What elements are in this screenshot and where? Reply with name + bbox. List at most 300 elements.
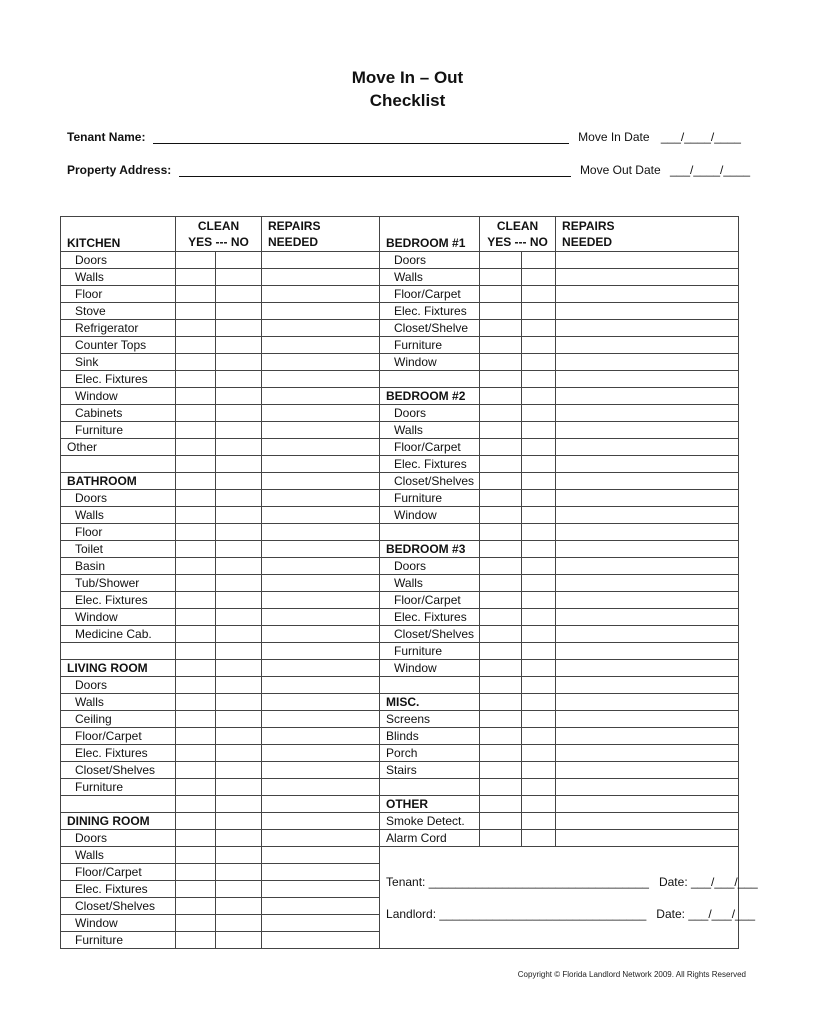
repairs-cell[interactable] — [262, 779, 380, 796]
table-row — [61, 592, 739, 609]
clean-no-cell[interactable] — [216, 592, 262, 609]
clean-yes-cell[interactable] — [480, 575, 522, 592]
move-in-label: Move In Date — [578, 130, 650, 144]
item-label: Smoke Detect. — [380, 813, 480, 830]
clean-no-cell[interactable] — [522, 320, 556, 337]
item-label: Furniture — [380, 337, 480, 354]
clean-yes-cell[interactable] — [176, 779, 216, 796]
clean-yes-cell[interactable] — [176, 762, 216, 779]
clean-no-cell[interactable] — [522, 388, 556, 405]
clean-no-cell[interactable] — [522, 796, 556, 813]
item-label: Stove — [61, 303, 176, 320]
repairs-header-right — [556, 217, 739, 252]
repairs-cell[interactable] — [556, 456, 739, 473]
repairs-cell[interactable] — [262, 728, 380, 745]
repairs-cell[interactable] — [556, 473, 739, 490]
repairs-cell[interactable] — [262, 830, 380, 847]
table-row — [61, 626, 739, 643]
clean-no-cell[interactable] — [522, 575, 556, 592]
clean-no-cell[interactable] — [522, 677, 556, 694]
item-label: Floor/Carpet — [61, 864, 176, 881]
clean-no-cell[interactable] — [216, 456, 262, 473]
clean-no-cell[interactable] — [216, 490, 262, 507]
clean-yes-cell[interactable] — [176, 252, 216, 269]
clean-no-cell[interactable] — [216, 694, 262, 711]
clean-no-cell[interactable] — [216, 762, 262, 779]
repairs-cell[interactable] — [556, 252, 739, 269]
table-row — [61, 337, 739, 354]
clean-yes-cell[interactable] — [480, 439, 522, 456]
clean-yes-cell[interactable] — [480, 507, 522, 524]
item-label: Closet/Shelves — [380, 473, 480, 490]
clean-no-cell[interactable] — [522, 439, 556, 456]
title-line-2: Checklist — [369, 91, 446, 110]
clean-yes-cell[interactable] — [176, 405, 216, 422]
clean-yes-cell[interactable] — [176, 439, 216, 456]
clean-yes-cell[interactable] — [480, 303, 522, 320]
table-row — [61, 830, 739, 847]
clean-yes-cell[interactable] — [176, 354, 216, 371]
table-row — [61, 286, 739, 303]
repairs-cell[interactable] — [556, 762, 739, 779]
clean-no-cell[interactable] — [522, 762, 556, 779]
repairs-cell[interactable] — [556, 524, 739, 541]
clean-no-cell[interactable] — [216, 575, 262, 592]
item-label: Ceiling — [61, 711, 176, 728]
repairs-cell[interactable] — [556, 541, 739, 558]
repairs-cell[interactable] — [556, 354, 739, 371]
repairs-cell[interactable] — [556, 660, 739, 677]
repairs-cell[interactable] — [556, 796, 739, 813]
item-label: Blinds — [380, 728, 480, 745]
clean-no-cell[interactable] — [216, 881, 262, 898]
clean-yes-cell[interactable] — [480, 422, 522, 439]
clean-yes-cell[interactable] — [176, 881, 216, 898]
clean-no-cell[interactable] — [522, 643, 556, 660]
clean-no-cell[interactable] — [216, 626, 262, 643]
clean-no-cell[interactable] — [522, 711, 556, 728]
clean-no-cell[interactable] — [216, 796, 262, 813]
tenant-signature-line[interactable] — [386, 866, 758, 898]
repairs-cell[interactable] — [556, 388, 739, 405]
item-label: Furniture — [61, 422, 176, 439]
repairs-cell[interactable] — [262, 932, 380, 949]
item-label: Doors — [61, 252, 176, 269]
clean-yes-cell[interactable] — [176, 728, 216, 745]
clean-yes-cell[interactable] — [176, 558, 216, 575]
repairs-cell[interactable] — [262, 320, 380, 337]
clean-yes-cell[interactable] — [176, 337, 216, 354]
clean-yes-cell[interactable] — [480, 796, 522, 813]
item-label: Closet/Shelves — [61, 898, 176, 915]
clean-no-cell[interactable] — [216, 660, 262, 677]
clean-yes-cell[interactable] — [480, 320, 522, 337]
item-label — [61, 456, 176, 473]
move-out-date-field[interactable]: ___/____/____ — [669, 163, 751, 177]
table-row — [61, 269, 739, 286]
clean-yes-cell[interactable] — [176, 711, 216, 728]
item-label — [380, 779, 480, 796]
clean-no-cell[interactable] — [522, 694, 556, 711]
clean-yes-cell[interactable] — [176, 473, 216, 490]
clean-label: CLEAN — [197, 219, 240, 233]
item-label: Doors — [380, 405, 480, 422]
clean-no-cell[interactable] — [522, 269, 556, 286]
clean-no-cell[interactable] — [216, 915, 262, 932]
clean-yes-cell[interactable] — [480, 456, 522, 473]
clean-yes-cell[interactable] — [176, 898, 216, 915]
repairs-cell[interactable] — [556, 269, 739, 286]
clean-yes-cell[interactable] — [480, 473, 522, 490]
clean-no-cell[interactable] — [522, 813, 556, 830]
repairs-cell[interactable] — [262, 388, 380, 405]
clean-header-left — [176, 217, 262, 252]
table-row — [61, 388, 739, 405]
item-label: Medicine Cab. — [61, 626, 176, 643]
clean-no-cell[interactable] — [522, 354, 556, 371]
clean-yes-cell[interactable] — [176, 745, 216, 762]
section-heading: LIVING ROOM — [61, 660, 176, 677]
repairs-cell[interactable] — [262, 439, 380, 456]
clean-yes-cell[interactable] — [176, 847, 216, 864]
clean-no-cell[interactable] — [522, 830, 556, 847]
clean-yes-cell[interactable] — [480, 745, 522, 762]
property-address-row — [67, 163, 750, 177]
repairs-cell[interactable] — [556, 643, 739, 660]
repairs-cell[interactable] — [262, 371, 380, 388]
clean-no-cell[interactable] — [522, 303, 556, 320]
clean-no-cell[interactable] — [522, 337, 556, 354]
kitchen-heading: KITCHEN — [61, 217, 176, 252]
clean-yes-cell[interactable] — [480, 609, 522, 626]
repairs-cell[interactable] — [556, 728, 739, 745]
repairs-cell[interactable] — [556, 507, 739, 524]
repairs-cell[interactable] — [262, 524, 380, 541]
repairs-cell[interactable] — [262, 422, 380, 439]
clean-no-cell[interactable] — [216, 286, 262, 303]
repairs-cell[interactable] — [556, 337, 739, 354]
item-label: Window — [61, 609, 176, 626]
repairs-cell[interactable] — [262, 898, 380, 915]
clean-no-cell[interactable] — [216, 677, 262, 694]
clean-no-cell[interactable] — [216, 269, 262, 286]
tenant-name-field[interactable] — [153, 132, 569, 144]
clean-yes-cell[interactable] — [480, 388, 522, 405]
clean-yes-cell[interactable] — [176, 643, 216, 660]
clean-yes-cell[interactable] — [480, 626, 522, 643]
clean-no-cell[interactable] — [216, 813, 262, 830]
clean-no-cell[interactable] — [216, 337, 262, 354]
repairs-cell[interactable] — [556, 626, 739, 643]
clean-yes-cell[interactable] — [480, 354, 522, 371]
clean-yes-cell[interactable] — [176, 813, 216, 830]
clean-yes-cell[interactable] — [480, 541, 522, 558]
clean-yes-cell[interactable] — [176, 609, 216, 626]
table-row — [61, 320, 739, 337]
table-row — [61, 796, 739, 813]
clean-no-cell[interactable] — [522, 524, 556, 541]
repairs-cell[interactable] — [262, 286, 380, 303]
clean-no-cell[interactable] — [216, 422, 262, 439]
repairs-cell[interactable] — [262, 643, 380, 660]
clean-no-cell[interactable] — [522, 473, 556, 490]
clean-yes-cell[interactable] — [480, 643, 522, 660]
item-label: Floor/Carpet — [380, 439, 480, 456]
item-label: Tub/Shower — [61, 575, 176, 592]
item-label: Toilet — [61, 541, 176, 558]
repairs-cell[interactable] — [556, 609, 739, 626]
repairs-cell[interactable] — [556, 711, 739, 728]
repairs-cell[interactable] — [556, 813, 739, 830]
clean-yes-cell[interactable] — [176, 371, 216, 388]
yes-no-label: YES --- NO — [487, 235, 548, 249]
clean-yes-cell[interactable] — [176, 864, 216, 881]
repairs-cell[interactable] — [262, 711, 380, 728]
clean-yes-cell[interactable] — [176, 507, 216, 524]
clean-no-cell[interactable] — [522, 779, 556, 796]
clean-yes-cell[interactable] — [176, 456, 216, 473]
repairs-cell[interactable] — [556, 830, 739, 847]
repairs-cell[interactable] — [556, 558, 739, 575]
clean-yes-cell[interactable] — [176, 320, 216, 337]
clean-no-cell[interactable] — [216, 252, 262, 269]
repairs-cell[interactable] — [556, 779, 739, 796]
clean-yes-cell[interactable] — [176, 303, 216, 320]
clean-yes-cell[interactable] — [176, 626, 216, 643]
repairs-cell[interactable] — [556, 677, 739, 694]
item-label: Closet/Shelve — [380, 320, 480, 337]
clean-no-cell[interactable] — [216, 728, 262, 745]
move-in-date-field[interactable]: ___/____/____ — [660, 130, 741, 144]
item-label — [380, 524, 480, 541]
clean-no-cell[interactable] — [216, 303, 262, 320]
repairs-cell[interactable] — [556, 320, 739, 337]
section-heading: DINING ROOM — [61, 813, 176, 830]
repairs-cell[interactable] — [556, 490, 739, 507]
clean-yes-cell[interactable] — [480, 490, 522, 507]
clean-yes-cell[interactable] — [480, 252, 522, 269]
repairs-cell[interactable] — [262, 609, 380, 626]
landlord-signature-line[interactable] — [386, 898, 756, 930]
repairs-cell[interactable] — [262, 252, 380, 269]
repairs-cell[interactable] — [262, 592, 380, 609]
section-heading: OTHER — [380, 796, 480, 813]
clean-yes-cell[interactable] — [480, 677, 522, 694]
clean-no-cell[interactable] — [216, 643, 262, 660]
clean-no-cell[interactable] — [216, 864, 262, 881]
clean-yes-cell[interactable] — [480, 371, 522, 388]
repairs-cell[interactable] — [262, 626, 380, 643]
repairs-cell[interactable] — [556, 286, 739, 303]
item-label: Doors — [380, 252, 480, 269]
clean-no-cell[interactable] — [216, 745, 262, 762]
repairs-cell[interactable] — [262, 762, 380, 779]
repairs-cell[interactable] — [262, 473, 380, 490]
clean-no-cell[interactable] — [216, 354, 262, 371]
repairs-cell[interactable] — [262, 677, 380, 694]
repairs-cell[interactable] — [262, 694, 380, 711]
repairs-cell[interactable] — [262, 864, 380, 881]
clean-yes-cell[interactable] — [176, 932, 216, 949]
repairs-cell[interactable] — [556, 422, 739, 439]
table-row — [61, 779, 739, 796]
clean-yes-cell[interactable] — [176, 269, 216, 286]
clean-no-cell[interactable] — [522, 490, 556, 507]
clean-no-cell[interactable] — [216, 779, 262, 796]
repairs-cell[interactable] — [262, 745, 380, 762]
repairs-cell[interactable] — [262, 354, 380, 371]
clean-yes-cell[interactable] — [176, 541, 216, 558]
table-row — [61, 405, 739, 422]
item-label: Elec. Fixtures — [61, 371, 176, 388]
clean-yes-cell[interactable] — [176, 388, 216, 405]
table-header-row — [61, 217, 739, 252]
repairs-cell[interactable] — [556, 592, 739, 609]
repairs-cell[interactable] — [262, 796, 380, 813]
repairs-cell[interactable] — [556, 303, 739, 320]
section-heading: BEDROOM #3 — [380, 541, 480, 558]
clean-no-cell[interactable] — [522, 252, 556, 269]
clean-no-cell[interactable] — [216, 388, 262, 405]
repairs-cell[interactable] — [262, 337, 380, 354]
item-label: Elec. Fixtures — [61, 881, 176, 898]
clean-no-cell[interactable] — [522, 422, 556, 439]
clean-no-cell[interactable] — [216, 473, 262, 490]
table-row — [61, 473, 739, 490]
tenant-name-row — [67, 130, 741, 144]
clean-no-cell[interactable] — [216, 558, 262, 575]
repairs-cell[interactable] — [262, 660, 380, 677]
repairs-cell[interactable] — [556, 575, 739, 592]
clean-yes-cell[interactable] — [480, 337, 522, 354]
clean-no-cell[interactable] — [216, 405, 262, 422]
clean-yes-cell[interactable] — [176, 490, 216, 507]
clean-yes-cell[interactable] — [176, 660, 216, 677]
item-label: Closet/Shelves — [61, 762, 176, 779]
repairs-cell[interactable] — [262, 303, 380, 320]
item-label — [380, 371, 480, 388]
clean-no-cell[interactable] — [522, 541, 556, 558]
clean-yes-cell[interactable] — [480, 558, 522, 575]
clean-yes-cell[interactable] — [176, 677, 216, 694]
clean-yes-cell[interactable] — [480, 762, 522, 779]
clean-yes-cell[interactable] — [480, 592, 522, 609]
clean-no-cell[interactable] — [216, 711, 262, 728]
clean-no-cell[interactable] — [522, 371, 556, 388]
clean-no-cell[interactable] — [216, 541, 262, 558]
tenant-name-label: Tenant Name: — [67, 130, 146, 144]
clean-yes-cell[interactable] — [480, 286, 522, 303]
clean-no-cell[interactable] — [522, 660, 556, 677]
item-label: Cabinets — [61, 405, 176, 422]
clean-yes-cell[interactable] — [176, 915, 216, 932]
title-line-1: Move In – Out — [351, 68, 464, 87]
clean-yes-cell[interactable] — [480, 405, 522, 422]
item-label: Basin — [61, 558, 176, 575]
repairs-cell[interactable] — [556, 694, 739, 711]
bedroom-1-heading: BEDROOM #1 — [380, 217, 480, 252]
clean-yes-cell[interactable] — [176, 422, 216, 439]
clean-yes-cell[interactable] — [176, 592, 216, 609]
repairs-cell[interactable] — [262, 881, 380, 898]
repairs-cell[interactable] — [262, 915, 380, 932]
clean-yes-cell[interactable] — [480, 524, 522, 541]
clean-no-cell[interactable] — [522, 405, 556, 422]
item-label: Sink — [61, 354, 176, 371]
repairs-cell[interactable] — [262, 507, 380, 524]
clean-yes-cell[interactable] — [480, 694, 522, 711]
clean-no-cell[interactable] — [522, 558, 556, 575]
clean-no-cell[interactable] — [522, 609, 556, 626]
repairs-cell[interactable] — [262, 847, 380, 864]
clean-yes-cell[interactable] — [480, 779, 522, 796]
clean-yes-cell[interactable] — [480, 269, 522, 286]
clean-yes-cell[interactable] — [176, 694, 216, 711]
repairs-cell[interactable] — [262, 558, 380, 575]
repairs-cell[interactable] — [262, 456, 380, 473]
section-heading: BEDROOM #2 — [380, 388, 480, 405]
clean-no-cell[interactable] — [522, 286, 556, 303]
clean-no-cell[interactable] — [216, 932, 262, 949]
repairs-cell[interactable] — [262, 405, 380, 422]
clean-no-cell[interactable] — [522, 626, 556, 643]
table-row — [61, 813, 739, 830]
clean-yes-cell[interactable] — [480, 660, 522, 677]
clean-yes-cell[interactable] — [176, 575, 216, 592]
clean-no-cell[interactable] — [522, 507, 556, 524]
property-address-field[interactable] — [179, 165, 571, 177]
repairs-cell[interactable] — [262, 575, 380, 592]
clean-no-cell[interactable] — [216, 830, 262, 847]
tenant-signature-label: Tenant: _________________________________ — [386, 874, 649, 889]
clean-no-cell[interactable] — [216, 898, 262, 915]
clean-no-cell[interactable] — [216, 439, 262, 456]
repairs-cell[interactable] — [556, 405, 739, 422]
repairs-cell[interactable] — [262, 541, 380, 558]
clean-yes-cell[interactable] — [176, 796, 216, 813]
clean-yes-cell[interactable] — [176, 524, 216, 541]
clean-no-cell[interactable] — [216, 847, 262, 864]
clean-no-cell[interactable] — [522, 592, 556, 609]
clean-yes-cell[interactable] — [176, 830, 216, 847]
clean-no-cell[interactable] — [216, 371, 262, 388]
clean-yes-cell[interactable] — [480, 813, 522, 830]
clean-yes-cell[interactable] — [176, 286, 216, 303]
clean-no-cell[interactable] — [522, 745, 556, 762]
repairs-cell[interactable] — [262, 490, 380, 507]
repairs-cell[interactable] — [262, 813, 380, 830]
clean-no-cell[interactable] — [216, 320, 262, 337]
clean-yes-cell[interactable] — [480, 830, 522, 847]
clean-no-cell[interactable] — [522, 728, 556, 745]
clean-no-cell[interactable] — [216, 507, 262, 524]
table-row — [61, 558, 739, 575]
item-label: Window — [380, 507, 480, 524]
repairs-cell[interactable] — [556, 439, 739, 456]
repairs-cell[interactable] — [262, 269, 380, 286]
clean-no-cell[interactable] — [216, 609, 262, 626]
clean-yes-cell[interactable] — [480, 728, 522, 745]
item-label: Doors — [380, 558, 480, 575]
repairs-cell[interactable] — [556, 745, 739, 762]
item-label — [380, 677, 480, 694]
table-row — [61, 847, 739, 864]
needed-label: NEEDED — [268, 235, 319, 249]
clean-yes-cell[interactable] — [480, 711, 522, 728]
repairs-cell[interactable] — [556, 371, 739, 388]
clean-no-cell[interactable] — [522, 456, 556, 473]
clean-no-cell[interactable] — [216, 524, 262, 541]
